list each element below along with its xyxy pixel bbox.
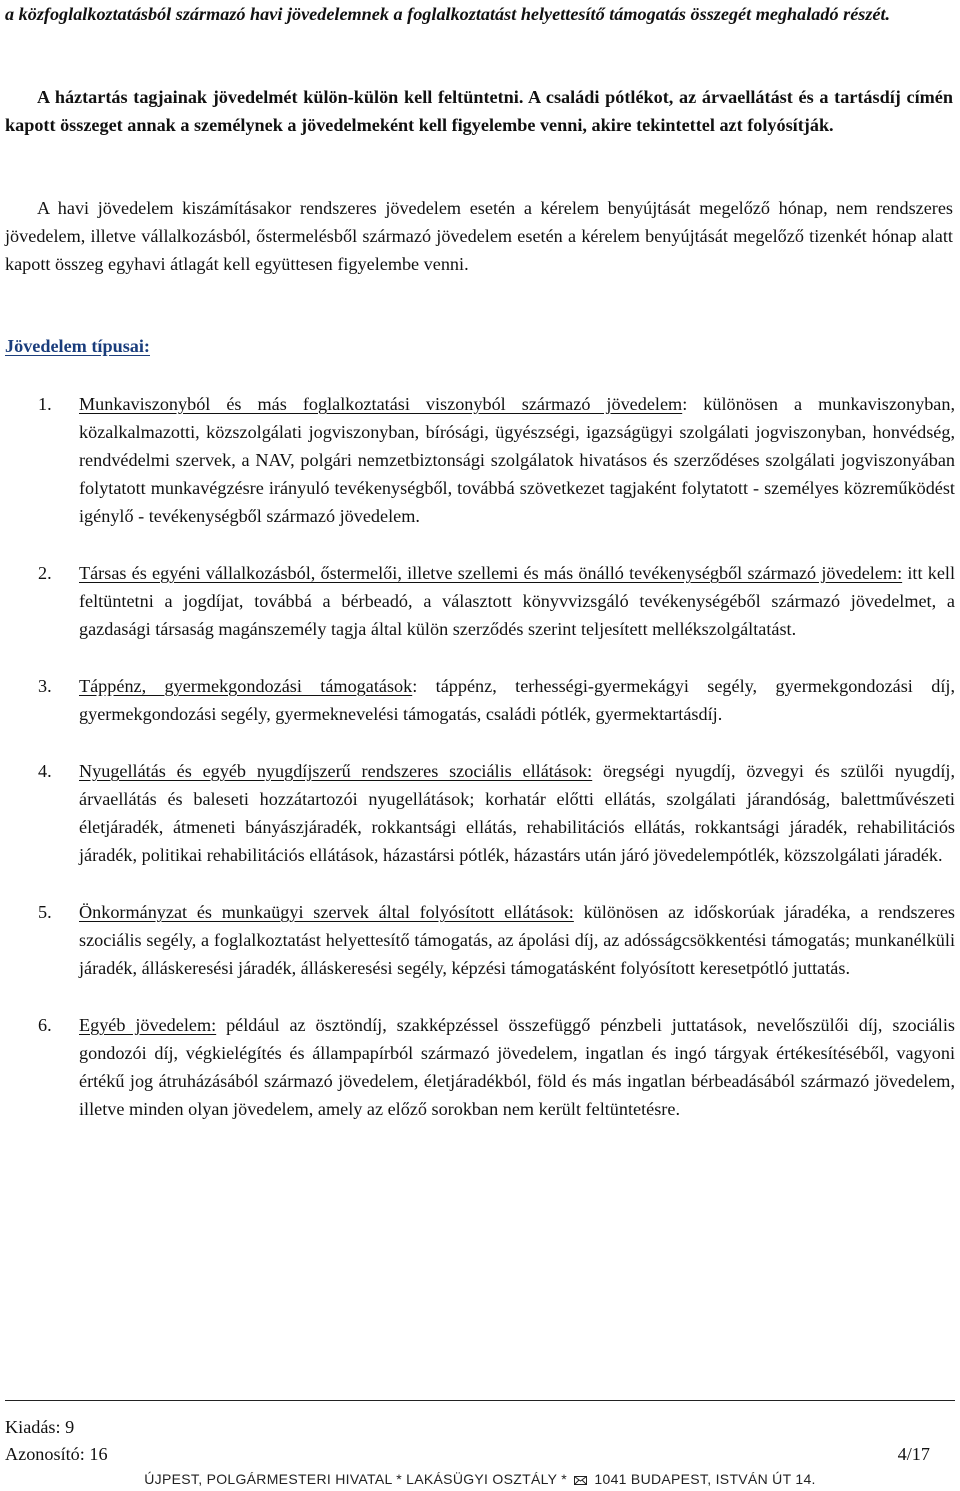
- item-number: 5.: [38, 902, 52, 922]
- footer-address: [0, 1469, 960, 1489]
- list-item: [5, 559, 955, 643]
- footer-divider: [5, 1400, 955, 1401]
- item-text: például az ösztöndíj, szakképzéssel összefüggő pénzbeli juttatások, nevelőszülői díj, szociális gondozói díj, végkielégítés és állampapírból származó jövedelem, ingatlan és ingó tárgyak értékesítéséből, vagyoni értékű jog átruházásából származó jövedelem, életjáradékból, föld és más ingatlan bérbeadásából származó jövedelem, illetve minden olyan jövedelem, amely az előző sorokban nem került feltüntetésre.: [79, 1015, 955, 1119]
- item-text: : táppénz, terhességi-gyermekágyi segély, gyermekgondozási díj, gyermekgondozási segély, gyermeknevelési támogatás, családi pótlék, gyermektartásdíj.: [79, 676, 955, 724]
- intro-italic-text: a közfoglalkoztatásból származó havi jövedelemnek a foglalkoztatást helyettesítő támogatás összegét meghaladó részét.: [5, 4, 891, 24]
- list-item: [5, 757, 955, 869]
- item-text: különösen az időskorúak járadéka, a rendszeres szociális segély, a foglalkoztatást helyettesítő támogatás, az ápolási díj, az adósságcsökkentési támogatás; munkanélküli járadék, álláskeresési járadék, álláskeresési segély, képzési támogatásként folyósított keresetpótló juttatás.: [79, 902, 955, 978]
- footer-address-right: 1041 BUDAPEST, ISTVÁN ÚT 14.: [594, 1471, 816, 1487]
- list-item: [5, 390, 955, 530]
- item-text: öregségi nyugdíj, özvegyi és szülői nyugdíj, árvaellátás és baleseti hozzátartozói nyugellátások; korhatár előtti ellátás, szolgálati járandóság, balettművészeti életjáradék, átmeneti bányászjáradék, rokkantsági ellátás, rehabilitációs ellátás, rokkantsági járadék, rehabilitációs járadék, politikai rehabilitációs ellátások, házastársi pótlék, házastárs után járó jövedelempótlék, közszolgálati járadék.: [79, 761, 955, 865]
- income-types-list: [5, 390, 955, 1152]
- item-number: 6.: [38, 1015, 52, 1035]
- envelope-icon: [574, 1476, 587, 1485]
- intro-bold-text: A háztartás tagjainak jövedelmét külön-külön kell feltüntetni. A családi pótlékot, az árvaellátást és a tartásdíj címén kapott összeget annak a személynek a jövedelmeként kell figyelembe venni, akire tekintettel azt folyósítják.: [5, 87, 953, 135]
- item-text: : különösen a munkaviszonyban, közalkalmazotti, közszolgálati jogviszonyban, bírósági, ügyészségi, igazságügyi szolgálati jogviszonyban, honvédség, rendvédelmi szervek, a NAV, polgári nemzetbiztonsági szolgálatok hivatásos és szerződéses szolgálati jogviszonyában folytatott munkavégzésre irányuló tevékenységből, továbbá szövetkezet tagjaként folytatott - személyes közreműködést igénylő - tevékenységből származó jövedelem.: [79, 394, 956, 526]
- item-heading: Önkormányzat és munkaügyi szervek által folyósított ellátások:: [79, 902, 574, 922]
- page-number: 4/17: [897, 1444, 930, 1464]
- item-number: 1.: [38, 394, 52, 414]
- item-number: 3.: [38, 676, 52, 696]
- footer-address-left: ÚJPEST, POLGÁRMESTERI HIVATAL * LAKÁSÜGYI OSZTÁLY *: [144, 1471, 567, 1487]
- income-calculation-paragraph: A havi jövedelem kiszámításakor rendszeres jövedelem esetén a kérelem benyújtását megelőző hónap, nem rendszeres jövedelem, illetve vállalkozásból, őstermelésből származó jövedelem esetén a kérelem benyújtását megelőző tizenkét hónap alatt kapott összeg egyhavi átlagát kell együttesen figyelembe venni.: [5, 198, 953, 274]
- list-item: [5, 672, 955, 728]
- item-number: 4.: [38, 761, 52, 781]
- footer-identifier: Azonosító: 16: [5, 1444, 108, 1464]
- item-number: 2.: [38, 563, 52, 583]
- section-title: Jövedelem típusai:: [5, 336, 150, 356]
- item-heading: Nyugellátás és egyéb nyugdíjszerű rendszeres szociális ellátások:: [79, 761, 593, 781]
- item-heading: Munkaviszonyból és más foglalkoztatási viszonyból származó jövedelem: [79, 394, 683, 414]
- item-heading: Társas és egyéni vállalkozásból, őstermelői, illetve szellemi és más önálló tevékenységből származó jövedelem:: [79, 563, 903, 583]
- list-item: [5, 1011, 955, 1123]
- footer-edition: Kiadás: 9: [5, 1417, 75, 1437]
- list-item: [5, 898, 955, 982]
- item-text: itt kell feltüntetni a jogdíjat, továbbá a bérbeadó, a választott könyvvizsgáló tevékenységéből származó jövedelmet, a gazdasági társaság magánszemély tagja által külön szerződés szerint teljesített mellékszolgáltatást.: [79, 563, 955, 639]
- item-heading: Egyéb jövedelem:: [79, 1015, 217, 1035]
- item-heading: Táppénz, gyermekgondozási támogatások: [79, 676, 413, 696]
